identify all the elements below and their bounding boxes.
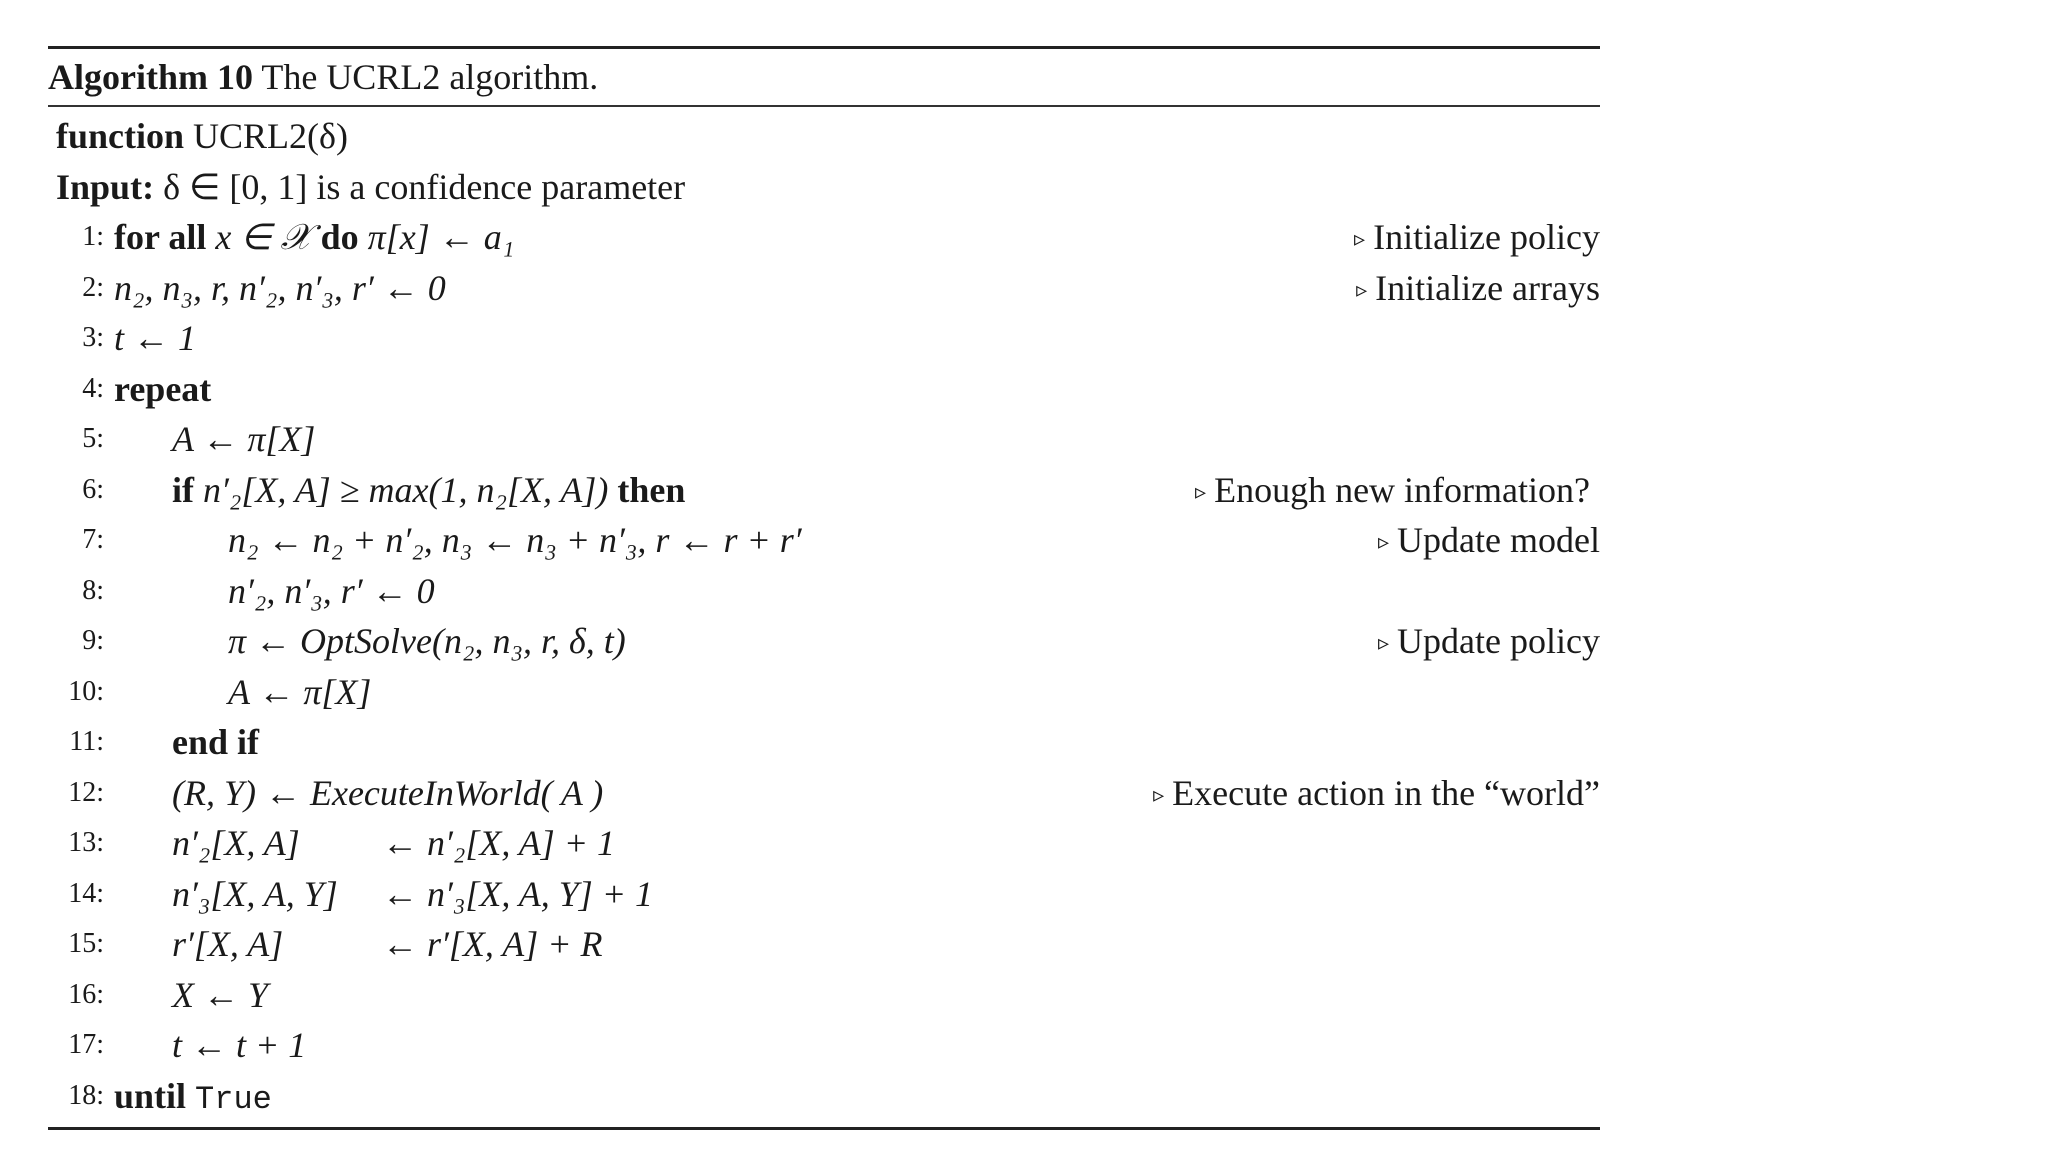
comment-triangle-icon: ▹ [1354,226,1366,251]
comment-text: Update model [1397,520,1600,560]
keyword-repeat: repeat [114,368,212,409]
code-text: X ← Y [172,974,269,1015]
function-keyword: function [56,116,185,156]
code-line-16 [48,970,1600,1021]
line-number: 16: [68,978,104,1010]
line-number: 17: [68,1029,104,1060]
code-line-10 [48,667,1600,718]
line-comment [1354,212,1600,268]
code-text: n₂ ← n₂ + n′₂, n₃ ← n₃ + n′₃, r ← r + r′ [228,520,802,560]
keyword-until: until [114,1075,187,1116]
line-number: 15: [68,928,104,959]
line-number: 11: [69,726,104,757]
algorithm-block [48,46,1600,1130]
keyword-if: if [172,469,194,510]
line-number: 12: [68,776,104,808]
code-text: t ← 1 [114,318,197,358]
comment-text: Update policy [1397,621,1600,661]
code-line-7 [48,515,1600,566]
keyword-for-all: for all [114,217,207,257]
line-number: 13: [68,827,104,858]
algorithm-body [48,107,1600,1127]
line-number: 5: [82,423,104,454]
line-comment [1356,263,1600,319]
code-line-15 [48,919,1600,970]
code-text: n′₂, n′₃, r′ ← 0 [228,570,435,611]
line-number: 18: [68,1079,104,1111]
code-text: t ← t + 1 [172,1025,307,1065]
code-line-5 [48,414,1600,465]
assignment-rhs: ← n′₂[X, A] + 1 [382,823,616,863]
input-keyword: Input: [56,166,155,207]
code-line-2 [48,263,1600,314]
code-text: π ← OptSolve(n₂, n₃, r, δ, t) [228,621,626,661]
code-line-11 [48,717,1600,768]
line-number: 2: [82,271,104,303]
assignment-lhs: n′₃[X, A, Y] [172,873,338,914]
code-line-17 [48,1020,1600,1071]
algorithm-caption [48,49,1600,105]
line-number: 7: [82,524,104,555]
code-line-3 [48,313,1600,364]
assignment-lhs: r′[X, A] [172,924,284,964]
comment-triangle-icon: ▹ [1195,478,1207,504]
loop-expression: x ∈ 𝒳 [215,217,312,257]
code-line-14 [48,869,1600,920]
comment-triangle-icon: ▹ [1153,781,1165,807]
code-text: π[x] ← a₁ [367,217,515,257]
code-line-9 [48,616,1600,667]
assignment-lhs: n′₂[X, A] [172,823,300,863]
line-number: 9: [82,625,104,656]
if-condition: n′₂[X, A] ≥ max(1, n₂[X, A]) [203,469,609,510]
line-number: 14: [68,877,104,909]
assignment-rhs: ← n′₃[X, A, Y] + 1 [382,873,654,914]
line-comment [1378,616,1600,672]
comment-text: Initialize policy [1373,217,1600,257]
code-line-4 [48,364,1600,415]
line-number: 6: [82,473,104,505]
bottom-rule [48,1127,1600,1130]
line-number: 4: [82,372,104,404]
code-text: n₂, n₃, r, n′₂, n′₃, r′ ← 0 [114,267,446,308]
function-line [48,111,1600,162]
code-line-8 [48,566,1600,617]
line-comment [1153,768,1600,824]
keyword-do: do [320,217,359,257]
comment-triangle-icon: ▹ [1378,529,1390,554]
code-text: A ← π[X] [172,419,316,459]
keyword-then: then [617,469,686,510]
keyword-end-if: end if [172,722,260,762]
code-line-1 [48,212,1600,263]
line-number: 3: [82,322,104,353]
comment-text: Initialize arrays [1375,267,1600,308]
until-value: True [195,1080,272,1118]
line-number: 8: [82,574,104,606]
comment-text: Enough new information? [1214,469,1590,510]
code-text: (R, Y) ← ExecuteInWorld( A ) [172,772,604,813]
input-line [48,162,1600,213]
line-comment [1195,465,1590,521]
comment-triangle-icon: ▹ [1378,630,1390,655]
line-number: 10: [68,675,104,707]
code-line-13 [48,818,1600,869]
line-number: 1: [82,221,104,252]
comment-triangle-icon: ▹ [1356,276,1368,302]
code-line-18 [48,1071,1600,1122]
code-text: A ← π[X] [228,671,372,712]
function-signature: UCRL2(δ) [193,116,348,156]
assignment-rhs: ← r′[X, A] + R [382,924,603,964]
line-comment [1378,515,1600,571]
input-text: δ ∈ [0, 1] is a confidence parameter [163,166,686,207]
caption-label: Algorithm 10 [48,57,253,97]
caption-text: The UCRL2 algorithm. [261,57,599,97]
comment-text: Execute action in the “world” [1172,772,1600,813]
code-line-6 [48,465,1600,516]
code-line-12 [48,768,1600,819]
